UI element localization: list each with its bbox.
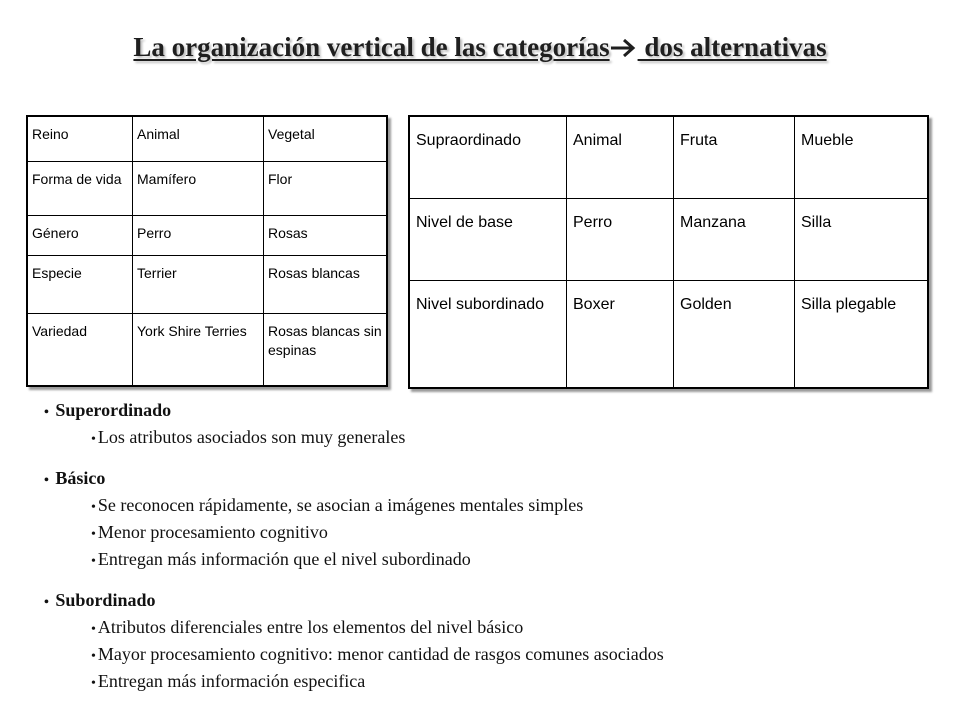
table-cell: Género <box>27 215 133 255</box>
list-item-text: Se reconocen rápidamente, se asocian a imágenes mentales simples <box>97 495 584 515</box>
page-title <box>0 32 960 63</box>
list-item-text: Entregan más información especifica <box>97 671 366 691</box>
list-item <box>91 669 944 696</box>
table-row <box>27 161 387 215</box>
list-item-text: Menor procesamiento cognitivo <box>97 522 328 542</box>
table-cell: Golden <box>674 280 795 388</box>
table-row <box>27 116 387 161</box>
table-cell: Supraordinado <box>409 116 567 198</box>
section-superordinado <box>44 398 944 452</box>
section-subordinado <box>44 588 944 696</box>
bullet: • <box>91 649 96 664</box>
section-heading-text: Subordinado <box>55 590 156 610</box>
bullet: • <box>91 527 96 542</box>
table-cell: Vegetal <box>264 116 388 161</box>
section-items <box>44 615 944 696</box>
table-cell: Especie <box>27 255 133 313</box>
table-row <box>409 198 928 280</box>
section-basico <box>44 466 944 574</box>
table-row <box>27 255 387 313</box>
table-cell: Rosas <box>264 215 388 255</box>
table-cell: Perro <box>133 215 264 255</box>
notes-list <box>44 398 944 710</box>
table-cell: Silla plegable <box>795 280 929 388</box>
bullet: • <box>44 405 49 420</box>
table-cell: Rosas blancas sin espinas <box>264 313 388 386</box>
section-items <box>44 493 944 574</box>
table-cell: Reino <box>27 116 133 161</box>
section-items <box>44 425 944 452</box>
table-cell: Variedad <box>27 313 133 386</box>
taxonomy-table <box>26 115 388 387</box>
table-cell: Manzana <box>674 198 795 280</box>
bullet: • <box>91 432 96 447</box>
list-item-text: Los atributos asociados son muy generales <box>97 427 406 447</box>
list-item <box>91 493 944 520</box>
table-cell: Animal <box>133 116 264 161</box>
table-cell: Perro <box>567 198 674 280</box>
table-cell: Mueble <box>795 116 929 198</box>
list-item <box>91 615 944 642</box>
bullet: • <box>91 622 96 637</box>
table-cell: Boxer <box>567 280 674 388</box>
list-item-text: Entregan más información que el nivel subordinado <box>97 549 471 569</box>
section-heading <box>44 466 944 493</box>
right-arrow-icon <box>610 38 636 58</box>
section-heading-text: Superordinado <box>55 400 172 420</box>
table-row <box>409 116 928 198</box>
list-item-text: Atributos diferenciales entre los elementos del nivel básico <box>97 617 524 637</box>
table-cell: Animal <box>567 116 674 198</box>
table-cell: Silla <box>795 198 929 280</box>
list-item <box>91 547 944 574</box>
list-item <box>91 520 944 547</box>
table-cell: Terrier <box>133 255 264 313</box>
table-cell: Fruta <box>674 116 795 198</box>
table-row <box>27 313 387 386</box>
bullet: • <box>44 595 49 610</box>
table-cell: Rosas blancas <box>264 255 388 313</box>
table-cell: Nivel de base <box>409 198 567 280</box>
table-row <box>27 215 387 255</box>
title-text-end: dos alternativas <box>637 32 827 62</box>
table-cell: Flor <box>264 161 388 215</box>
bullet: • <box>44 473 49 488</box>
table-cell: Nivel subordinado <box>409 280 567 388</box>
section-heading <box>44 588 944 615</box>
section-heading-text: Básico <box>55 468 106 488</box>
section-heading <box>44 398 944 425</box>
list-item-text: Mayor procesamiento cognitivo: menor cantidad de rasgos comunes asociados <box>97 644 664 664</box>
bullet: • <box>91 554 96 569</box>
title-text-start: La organización vertical de las categorías <box>133 32 610 62</box>
bullet: • <box>91 500 96 515</box>
bullet: • <box>91 676 96 691</box>
list-item <box>91 425 944 452</box>
table-cell: Mamífero <box>133 161 264 215</box>
table-cell: Forma de vida <box>27 161 133 215</box>
category-levels-table <box>408 115 929 389</box>
table-cell: York Shire Terries <box>133 313 264 386</box>
table-row <box>409 280 928 388</box>
list-item <box>91 642 944 669</box>
